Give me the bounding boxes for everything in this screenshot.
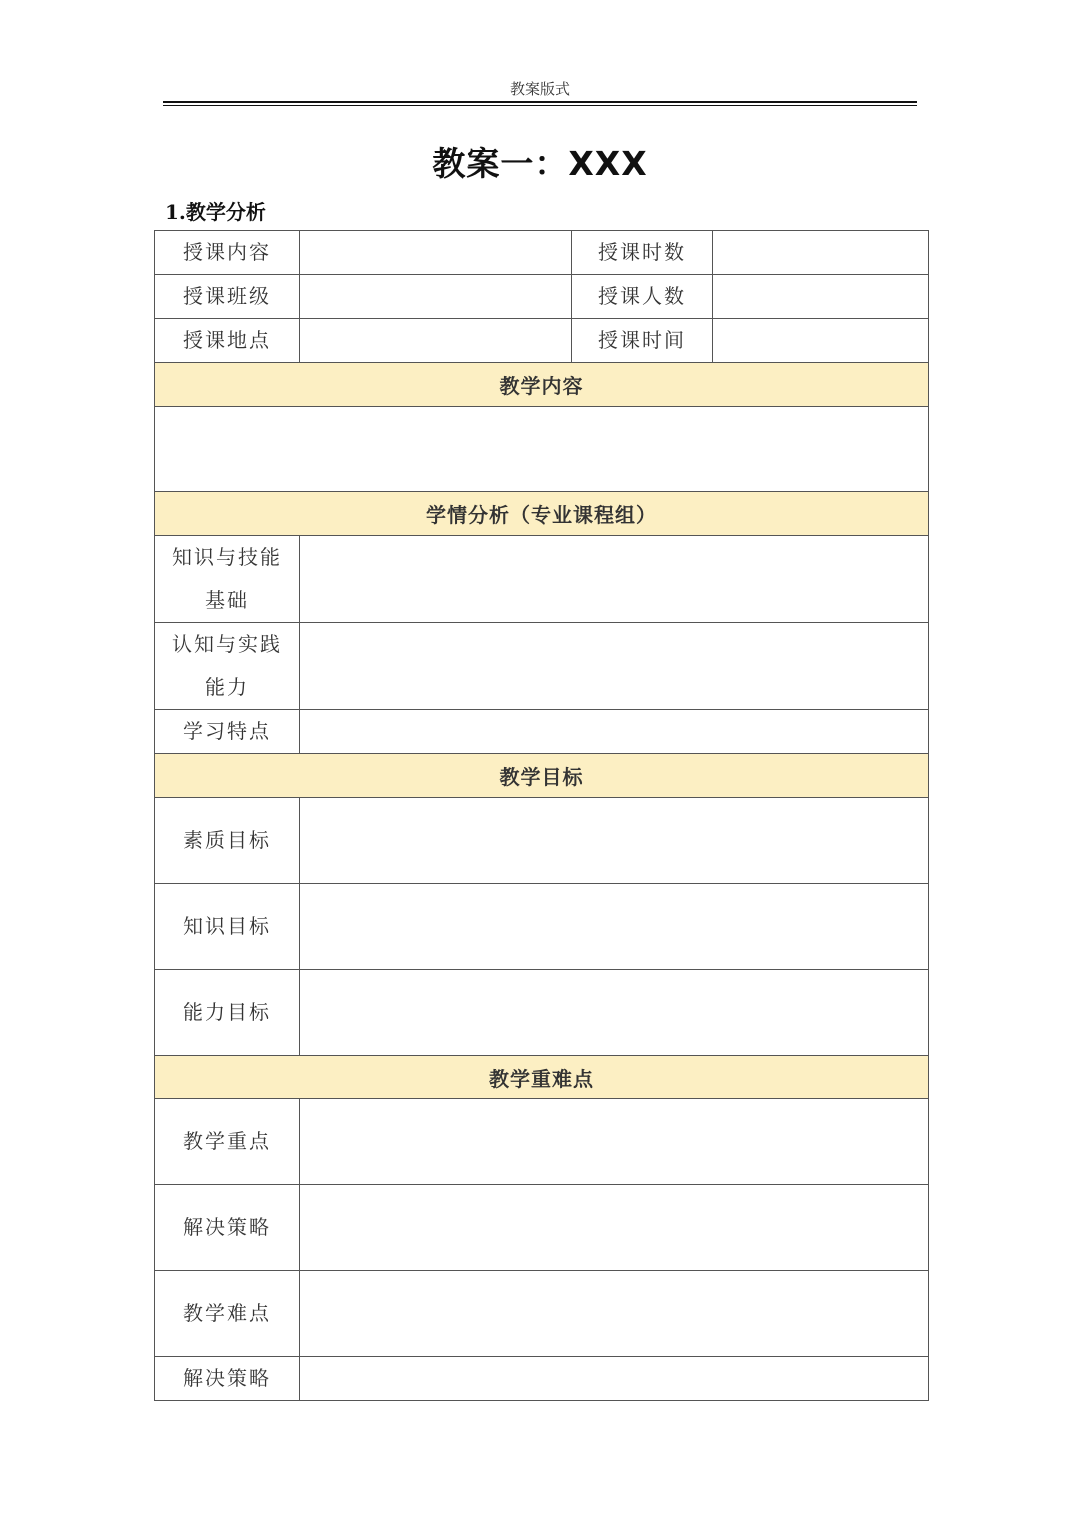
label-learning-traits: 学习特点	[155, 710, 300, 754]
field-learning-traits[interactable]	[300, 710, 929, 754]
row-ability-objective	[155, 970, 929, 1056]
row-teaching-focus	[155, 1099, 929, 1185]
label-cognition-practice	[155, 623, 300, 710]
band-key-points: 教学重难点	[155, 1056, 929, 1099]
row-cognition-practice	[155, 623, 929, 710]
field-teaching-content[interactable]	[155, 407, 929, 492]
label-class-group: 授课班级	[155, 275, 300, 319]
label-knowledge-objective: 知识目标	[155, 884, 300, 970]
label-cognition-practice-line1: 认知与实践	[172, 632, 282, 656]
row-knowledge-skills	[155, 536, 929, 623]
band-row-objectives	[155, 754, 929, 798]
band-objectives: 教学目标	[155, 754, 929, 798]
label-knowledge-skills-line2: 基础	[205, 588, 249, 612]
row-teaching-difficulty	[155, 1271, 929, 1357]
label-class-hours: 授课时数	[572, 231, 713, 275]
row-quality-objective	[155, 798, 929, 884]
label-ability-objective: 能力目标	[155, 970, 300, 1056]
label-class-count: 授课人数	[572, 275, 713, 319]
info-row-class	[155, 275, 929, 319]
field-teaching-difficulty[interactable]	[300, 1271, 929, 1357]
row-difficulty-strategy	[155, 1357, 929, 1401]
field-class-time[interactable]	[713, 319, 929, 363]
label-quality-objective: 素质目标	[155, 798, 300, 884]
running-header: 教案版式	[509, 80, 570, 98]
label-focus-strategy: 解决策略	[155, 1185, 300, 1271]
field-teaching-focus[interactable]	[300, 1099, 929, 1185]
field-knowledge-skills[interactable]	[300, 536, 929, 623]
label-knowledge-skills	[155, 536, 300, 623]
field-class-place[interactable]	[300, 319, 572, 363]
label-class-content: 授课内容	[155, 231, 300, 275]
band-row-learner-analysis	[155, 492, 929, 536]
row-knowledge-objective	[155, 884, 929, 970]
label-class-time: 授课时间	[572, 319, 713, 363]
info-row-place	[155, 319, 929, 363]
field-cognition-practice[interactable]	[300, 623, 929, 710]
content-row-teaching-content	[155, 407, 929, 492]
field-difficulty-strategy[interactable]	[300, 1357, 929, 1401]
field-quality-objective[interactable]	[300, 798, 929, 884]
label-knowledge-skills-line1: 知识与技能	[172, 545, 282, 569]
label-teaching-difficulty: 教学难点	[155, 1271, 300, 1357]
row-focus-strategy	[155, 1185, 929, 1271]
label-class-place: 授课地点	[155, 319, 300, 363]
label-cognition-practice-line2: 能力	[205, 675, 249, 699]
row-learning-traits	[155, 710, 929, 754]
band-row-teaching-content	[155, 363, 929, 407]
label-difficulty-strategy: 解决策略	[155, 1357, 300, 1401]
band-learner-analysis: 学情分析（专业课程组）	[155, 492, 929, 536]
header-double-rule	[163, 101, 917, 106]
label-teaching-focus: 教学重点	[155, 1099, 300, 1185]
field-ability-objective[interactable]	[300, 970, 929, 1056]
band-row-key-points	[155, 1056, 929, 1099]
field-class-hours[interactable]	[713, 231, 929, 275]
field-focus-strategy[interactable]	[300, 1185, 929, 1271]
document-title: 教案一：XXX	[432, 144, 648, 183]
field-knowledge-objective[interactable]	[300, 884, 929, 970]
field-class-group[interactable]	[300, 275, 572, 319]
field-class-count[interactable]	[713, 275, 929, 319]
section-heading-teaching-analysis: 1.教学分析	[165, 200, 266, 224]
info-row-content	[155, 231, 929, 275]
band-teaching-content: 教学内容	[155, 363, 929, 407]
field-class-content[interactable]	[300, 231, 572, 275]
lesson-plan-table	[154, 230, 929, 1401]
